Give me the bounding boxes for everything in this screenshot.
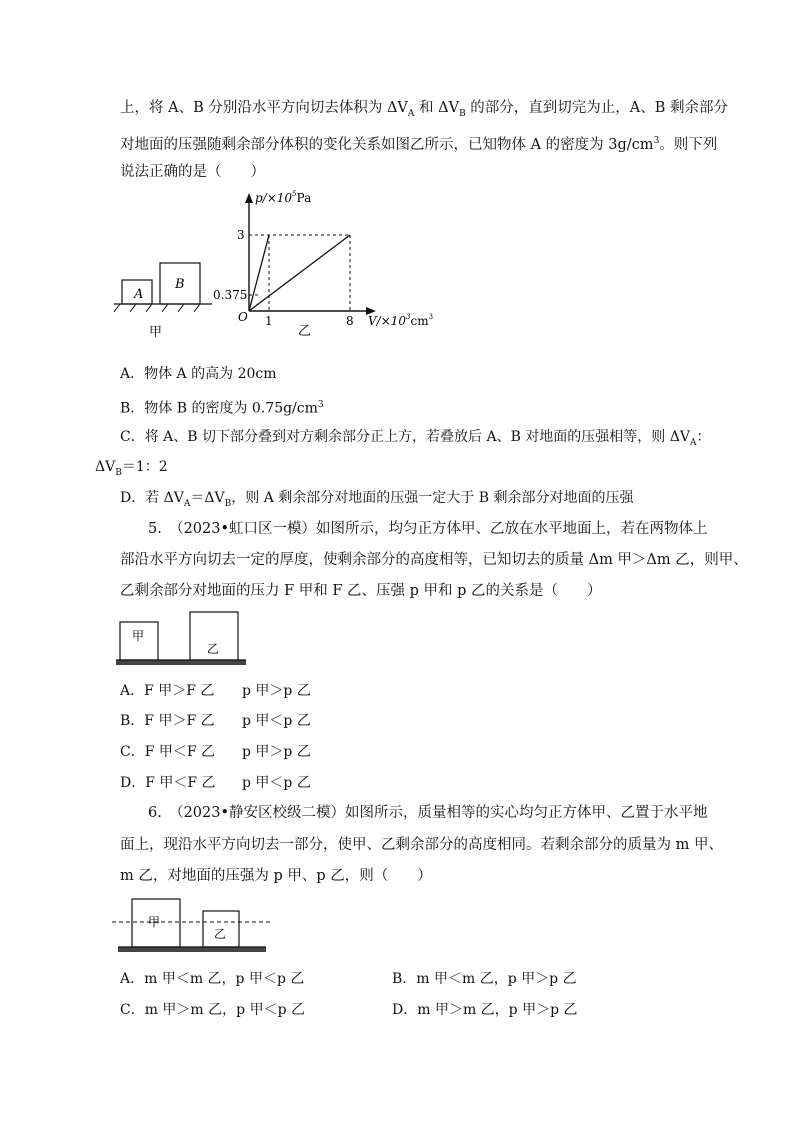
y-axis-label: $p/\times 10^5Pa$ xyxy=(255,190,312,205)
q6-line3: m 乙，对地面的压强为 p 甲、p 乙，则（ ） xyxy=(120,868,432,884)
q5-option-c: C．F 甲＜F 乙 xyxy=(120,744,216,760)
tick-y-3: 3 xyxy=(237,228,245,242)
origin-label: O xyxy=(238,310,248,324)
q5-option-d-p: p 甲＜p 乙 xyxy=(242,775,311,791)
q6-figure xyxy=(110,893,280,953)
q4-option-c-cont: $\Delta V_B=1$：2 xyxy=(95,459,168,478)
line-b xyxy=(249,235,350,311)
q5-option-a-p: p 甲＞p 乙 xyxy=(242,683,311,699)
q5-line3: 乙剩余部分对地面的压力 F 甲和 F 乙、压强 p 甲和 p 乙的关系是（ ） xyxy=(120,583,602,599)
q5-line2: 部沿水平方向切去一定的厚度，使剩余部分的高度相等，已知切去的质量 Δm 甲＞Δm 乙，则甲、 xyxy=(120,552,748,568)
block-a-label: A xyxy=(134,287,144,302)
q5-option-b-p: p 甲＜p 乙 xyxy=(242,713,311,729)
q4-figure-jia xyxy=(112,258,222,338)
tick-x-8: 8 xyxy=(346,314,354,328)
q4-option-d: D．若 $\Delta V_A=\Delta V_B$，则 A 剩余部分对地面的压强一定大于 B 剩余部分对地面的压强 xyxy=(120,490,634,509)
q5-line1: 5. （2023•虹口区一模）如图所示，均匀正方体甲、乙放在水平地面上，若在两物体上 xyxy=(148,521,708,537)
q4-option-a: A．物体 A 的高为 20cm xyxy=(120,366,277,382)
q4-option-c: C．将 A、B 切下部分叠到对方剩余部分正上方，若叠放后 A、B 对地面的压强相等，则 $\Delta V_A$： xyxy=(120,429,711,448)
tick-y-0375: 0.375 xyxy=(213,288,248,302)
q4-line1: 上，将 A、B 分别沿水平方向切去体积为 $\Delta V_A$ 和 $\Delta V_B$ 的部分，直到切完为止，A、B 剩余部分 xyxy=(120,100,729,119)
q4-option-b: B．物体 B 的密度为 $0.75g/cm^3$ xyxy=(120,400,324,417)
q5-option-a: A．F 甲＞F 乙 xyxy=(120,683,215,699)
y-axis-arrow xyxy=(245,193,253,203)
block-jia-label: 甲 xyxy=(148,915,161,929)
q6-option-c: C．m 甲＞m 乙，p 甲＜p 乙 xyxy=(120,1002,305,1018)
line-a xyxy=(249,235,269,311)
q5-option-b: B．F 甲＞F 乙 xyxy=(120,713,215,729)
q5-figure xyxy=(112,608,262,668)
ground-hatch xyxy=(114,304,200,312)
x-axis-label: $V/\times 10^3cm^3$ xyxy=(368,313,434,328)
q4-line2: 对地面的压强随剩余部分体积的变化关系如图乙所示，已知物体 A 的密度为 $3g/cm^3$。则下列 xyxy=(120,136,718,153)
block-yi-label: 乙 xyxy=(214,927,227,941)
block-yi-label: 乙 xyxy=(207,642,220,656)
q6-option-b: B．m 甲＜m 乙，p 甲＞p 乙 xyxy=(392,971,577,987)
q6-option-a: A．m 甲＜m 乙，p 甲＜p 乙 xyxy=(120,971,305,987)
q4-line3: 说法正确的是（ ） xyxy=(120,164,265,180)
q4-figure-yi xyxy=(210,185,434,345)
q6-option-d: D．m 甲＞m 乙，p 甲＞p 乙 xyxy=(392,1002,578,1018)
ground-bar xyxy=(118,947,266,952)
block-b-label: B xyxy=(175,277,185,292)
tick-x-1: 1 xyxy=(265,314,273,328)
q5-option-c-p: p 甲＞p 乙 xyxy=(242,744,311,760)
figure-jia-caption: 甲 xyxy=(149,325,163,340)
ground-bar xyxy=(116,660,246,665)
q5-option-d: D．F 甲＜F 乙 xyxy=(120,775,216,791)
figure-yi-caption: 乙 xyxy=(298,324,312,339)
block-jia-label: 甲 xyxy=(132,629,145,643)
q6-line2: 面上，现沿水平方向切去一部分，使甲、乙剩余部分的高度相同。若剩余部分的质量为 m 甲、 xyxy=(120,837,723,853)
q6-line1: 6. （2023•静安区校级二模）如图所示，质量相等的实心均匀正方体甲、乙置于水平地 xyxy=(148,805,708,821)
